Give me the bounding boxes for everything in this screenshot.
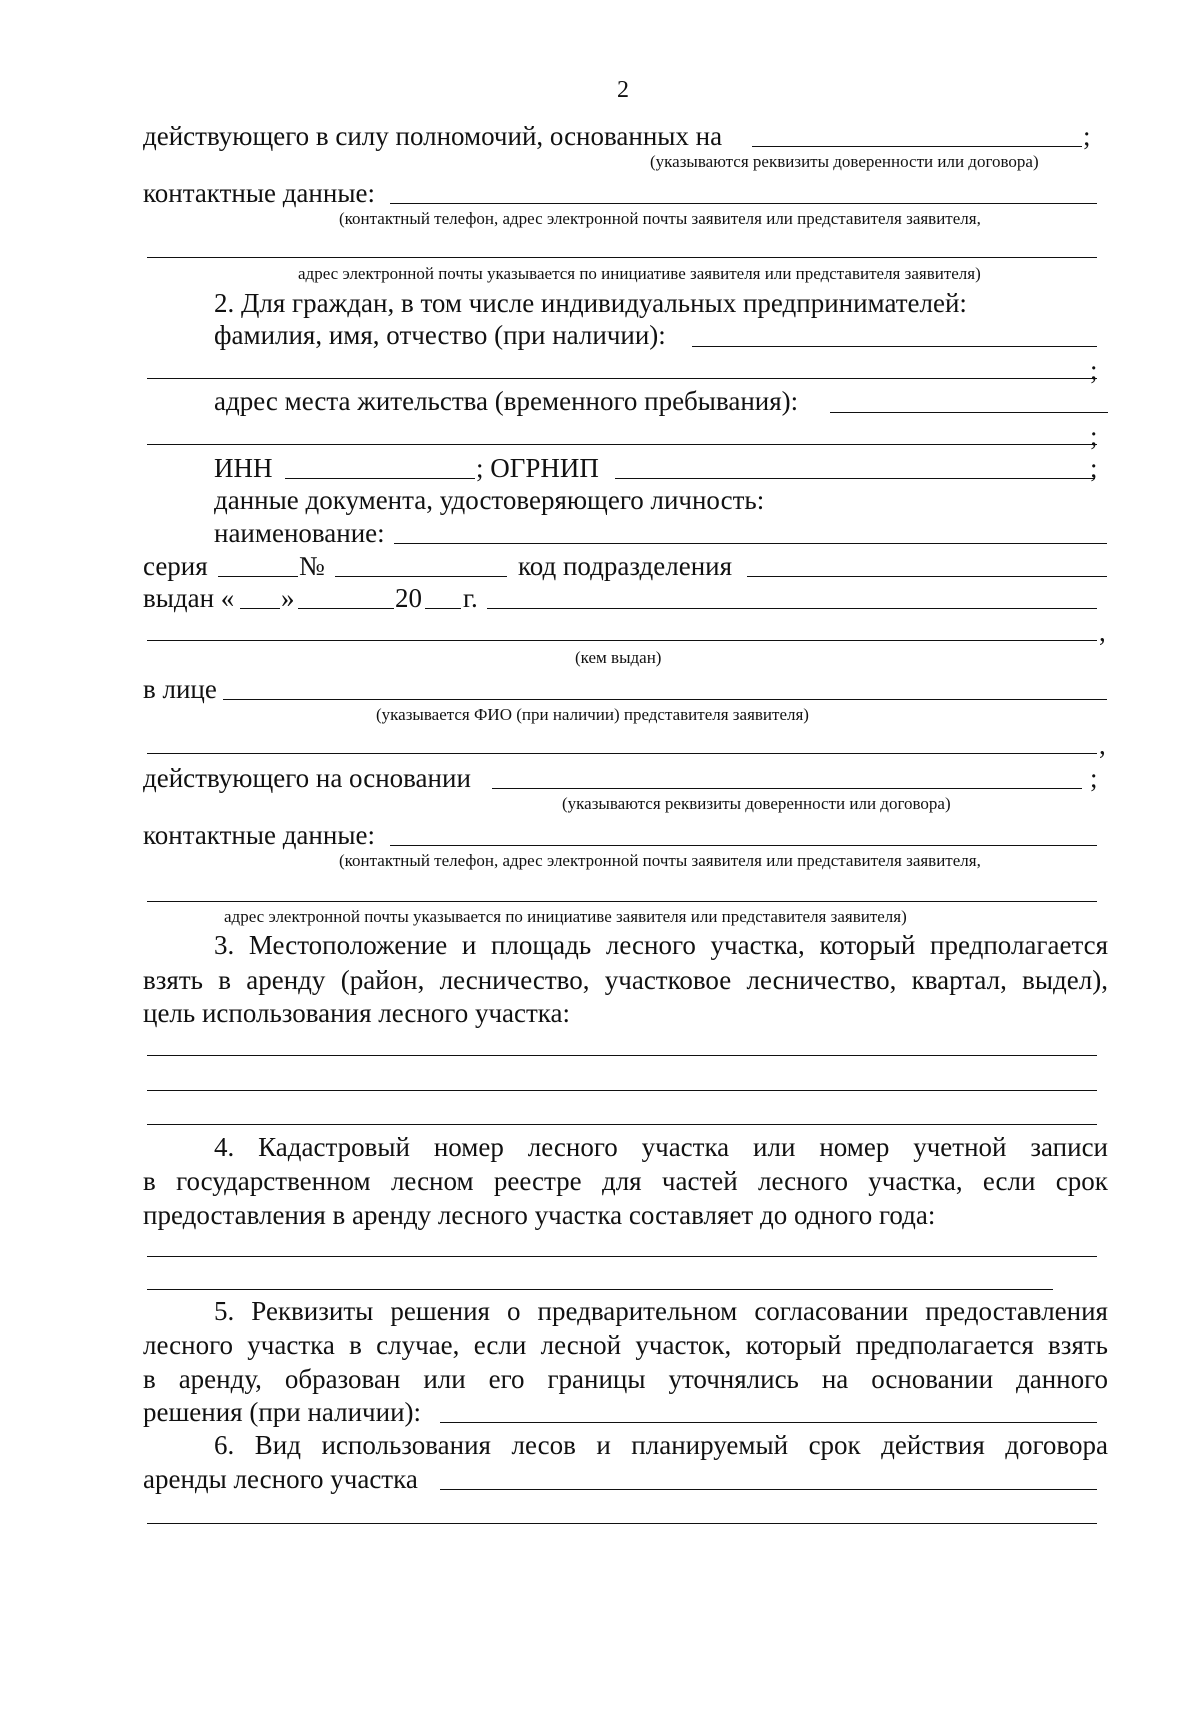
division-code-label: код подразделения: [518, 551, 733, 581]
punctuation: ;: [1090, 763, 1098, 793]
issued-month-field-line[interactable]: [298, 608, 394, 609]
series-label: серия: [143, 551, 208, 581]
id-document-label: данные документа, удостоверяющего личность:: [214, 485, 765, 515]
punctuation: ;: [1090, 453, 1098, 483]
address-label: адрес места жительства (временного пребывания):: [214, 386, 799, 416]
note-representative: (указывается ФИО (при наличии) представителя заявителя): [376, 705, 809, 724]
page-number: 2: [617, 77, 629, 103]
section-4-line-2: в государственном лесном реестре для частей лесного участка, если срок: [143, 1166, 1108, 1196]
in-person-label: в лице: [143, 674, 217, 704]
series-field-line[interactable]: [218, 576, 298, 577]
representative-field-line-2[interactable]: [147, 753, 1097, 754]
basis-field-line[interactable]: [492, 788, 1082, 789]
ogrnip-field-line[interactable]: [615, 478, 1095, 479]
note-contacts-3: (контактный телефон, адрес электронной почты заявителя или представителя заявителя,: [339, 851, 981, 870]
forest-use-field-line[interactable]: [440, 1489, 1097, 1490]
contacts-field-line[interactable]: [390, 203, 1097, 204]
note-proxy-2: (указываются реквизиты доверенности или договора): [562, 794, 951, 813]
address-field-line[interactable]: [830, 412, 1108, 413]
cadastral-field-line-1[interactable]: [147, 1256, 1097, 1257]
section-5-line-3: в аренду, образован или его границы уточнялись на основании данного: [143, 1364, 1108, 1394]
acting-basis-label: действующего на основании: [143, 763, 471, 793]
quote-close: »: [281, 583, 295, 613]
number-sign: №: [299, 551, 325, 581]
issued-label: выдан «: [143, 583, 235, 613]
punctuation: ;: [1090, 421, 1098, 451]
acting-authority-label: действующего в силу полномочий, основанных на: [143, 121, 723, 151]
fio-label: фамилия, имя, отчество (при наличии):: [214, 320, 666, 350]
location-field-line-2[interactable]: [147, 1090, 1097, 1091]
contacts-field-line-3[interactable]: [390, 845, 1097, 846]
note-contacts-4: адрес электронной почты указывается по инициативе заявителя или представителя заявителя): [224, 907, 907, 926]
contacts-label-2: контактные данные:: [143, 820, 375, 850]
inn-label: ИНН: [214, 453, 273, 483]
contacts-field-line-2[interactable]: [147, 257, 1097, 258]
doc-name-field-line[interactable]: [394, 543, 1107, 544]
inn-field-line[interactable]: [285, 478, 475, 479]
note-contacts-1: (контактный телефон, адрес электронной почты заявителя или представителя заявителя,: [339, 209, 981, 228]
ogrnip-label: ; ОГРНИП: [476, 453, 599, 483]
issued-extra-field-line[interactable]: [487, 608, 1097, 609]
punctuation: ,: [1099, 730, 1106, 760]
cadastral-field-line-2[interactable]: [147, 1289, 1053, 1290]
section-2-heading: 2. Для граждан, в том числе индивидуальных предпринимателей:: [214, 288, 967, 318]
section-3-line-3: цель использования лесного участка:: [143, 998, 570, 1028]
year-suffix: г.: [463, 583, 478, 613]
representative-field-line[interactable]: [223, 699, 1107, 700]
punctuation: ;: [1083, 121, 1091, 151]
punctuation: ,: [1099, 617, 1106, 647]
section-5-line-2: лесного участка в случае, если лесной участок, который предполагается взять: [143, 1330, 1108, 1360]
decision-field-line[interactable]: [440, 1422, 1097, 1423]
punctuation: ;: [1090, 355, 1098, 385]
year-prefix: 20: [395, 583, 422, 613]
section-3-line-1: 3. Местоположение и площадь лесного участка, который предполагается: [214, 930, 1108, 960]
issued-day-field-line[interactable]: [240, 608, 280, 609]
section-6-line-2: аренды лесного участка: [143, 1464, 418, 1494]
division-code-field-line[interactable]: [747, 576, 1107, 577]
proxy-field-line[interactable]: [752, 146, 1082, 147]
issued-by-field-line[interactable]: [147, 640, 1097, 641]
fio-field-line[interactable]: [692, 346, 1097, 347]
location-field-line-3[interactable]: [147, 1124, 1097, 1125]
section-5-line-4: решения (при наличии):: [143, 1397, 422, 1427]
note-contacts-2: адрес электронной почты указывается по инициативе заявителя или представителя заявителя): [298, 264, 981, 283]
location-field-line-1[interactable]: [147, 1055, 1097, 1056]
section-4-line-1: 4. Кадастровый номер лесного участка или номер учетной записи: [214, 1132, 1108, 1162]
section-5-line-1: 5. Реквизиты решения о предварительном согласовании предоставления: [214, 1296, 1108, 1326]
forest-use-field-line-2[interactable]: [147, 1523, 1097, 1524]
section-3-line-2: взять в аренду (район, лесничество, участковое лесничество, квартал, выдел),: [143, 965, 1108, 995]
section-6-line-1: 6. Вид использования лесов и планируемый срок действия договора: [214, 1430, 1108, 1460]
address-field-line-2[interactable]: [147, 444, 1097, 445]
contacts-label: контактные данные:: [143, 178, 375, 208]
issued-year-field-line[interactable]: [425, 608, 461, 609]
note-issued-by: (кем выдан): [575, 648, 662, 667]
number-field-line[interactable]: [335, 576, 507, 577]
note-proxy: (указываются реквизиты доверенности или договора): [650, 152, 1039, 171]
contacts-field-line-4[interactable]: [147, 901, 1097, 902]
fio-field-line-2[interactable]: [147, 378, 1097, 379]
doc-name-label: наименование:: [214, 518, 385, 548]
section-4-line-3: предоставления в аренду лесного участка составляет до одного года:: [143, 1200, 936, 1230]
